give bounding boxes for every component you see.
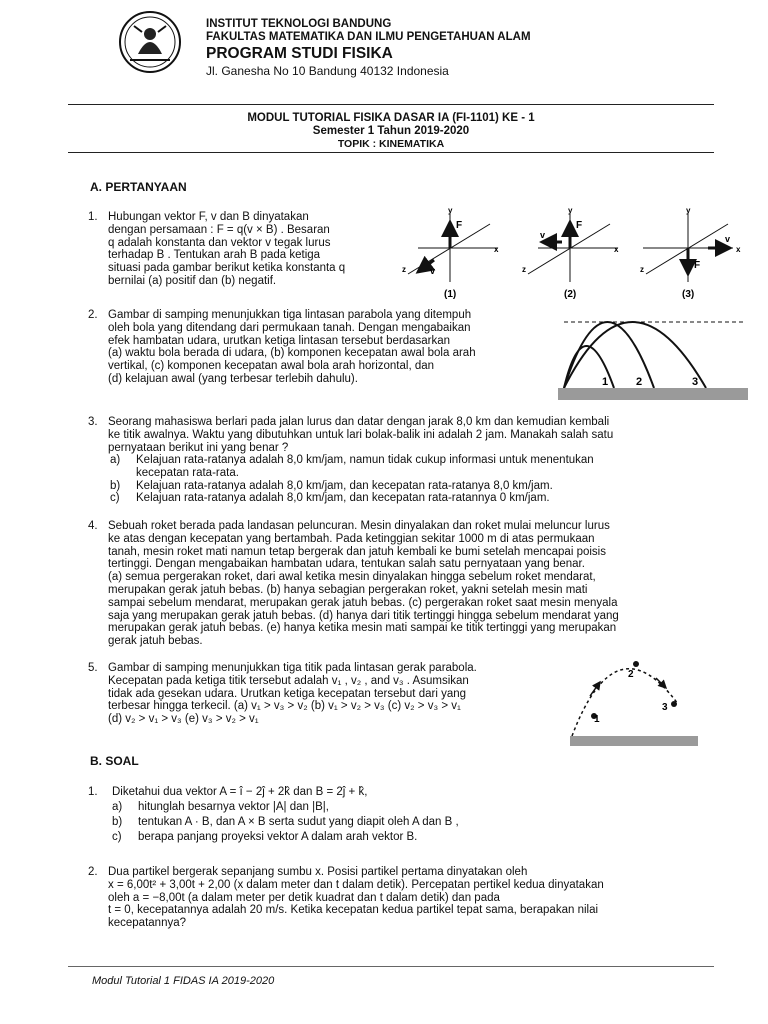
q5-line: (d) v₂ > v₁ > v₃ (e) v₃ > v₂ > v₁ bbox=[108, 713, 259, 726]
vector-f-label: F bbox=[694, 260, 701, 271]
institution-name: INSTITUT TEKNOLOGI BANDUNG bbox=[206, 18, 392, 30]
q3-line: ke titik awalnya. Waktu yang dibutuhkan untuk lari bolak-balik ini adalah 2 jam. Manakah salah satu bbox=[108, 428, 614, 441]
q1-number: 1. bbox=[88, 211, 98, 223]
item-text: hitunglah besarnya vektor |A| dan |B|, bbox=[138, 801, 329, 813]
q4-line: gerak jatuh bebas. bbox=[108, 635, 203, 648]
q4-number: 4. bbox=[88, 520, 98, 532]
q5-text bbox=[108, 662, 560, 726]
s1-item-b bbox=[112, 815, 712, 830]
option-text: Kelajuan rata-ratanya adalah 8,0 km/jam, namun tidak cukup informasi untuk menentukan bbox=[136, 454, 594, 466]
figure-panel-3 bbox=[640, 206, 741, 300]
q5-figure bbox=[566, 656, 702, 748]
axis-x-label: x bbox=[494, 245, 499, 254]
q3-line: Seorang mahasiswa berlari pada jalan lurus dan datar dengan jarak 8,0 km dan kemudian kembali bbox=[108, 416, 610, 428]
q5-line: Kecepatan pada ketiga titik tersebut adalah v₁ , v₂ , and v₃ . Asumsikan bbox=[108, 674, 469, 687]
item-text: tentukan A · B, dan A × B serta sudut yang diapit oleh A dan B , bbox=[138, 816, 459, 828]
item-text: berapa panjang proyeksi vektor A dalam arah vektor B. bbox=[138, 831, 418, 843]
s2-number: 2. bbox=[88, 866, 98, 878]
q5-line: terbesar hingga terkecil. (a) v₁ > v₃ > v₂ (b) v₁ > v₂ > v₃ (c) v₂ > v₃ > v₁ bbox=[108, 700, 461, 713]
axis-y-label: y bbox=[568, 206, 573, 215]
s1-number: 1. bbox=[88, 786, 98, 798]
q2-line: (a) waktu bola berada di udara, (b) komponen kecepatan awal bola arah bbox=[108, 347, 476, 360]
q4-line: saja yang merupakan gerak jatuh bebas. (d) hanya dari titik tertinggi hingga sebelum mendarat yang bbox=[108, 609, 619, 622]
q1-line: terhadap B . Tentukan arah B pada ketiga bbox=[108, 249, 321, 262]
panel-label-3: (3) bbox=[682, 289, 695, 300]
q2-figure bbox=[558, 310, 750, 402]
vector-f-label: F bbox=[456, 220, 463, 231]
q4-line: ke atas dengan kecepatan yang bertambah. Pada ketinggian sekitar 1000 m di atas permukaan bbox=[108, 532, 595, 545]
q5-line: tidak ada gesekan udara. Urutkan ketiga kecepatan tersebut dari yang bbox=[108, 687, 467, 700]
axis-y-label: y bbox=[686, 206, 691, 215]
q1-line: situasi pada gambar berikut ketika konstanta q bbox=[108, 262, 346, 275]
axis-z-label: z bbox=[522, 265, 526, 274]
s2-line: oleh a = −8,00t (a dalam meter per detik kuadrat dan t dalam detik) dan pada bbox=[108, 891, 500, 904]
s2-line: Dua partikel bergerak sepanjang sumbu x. Posisi partikel pertama dinyatakan oleh bbox=[108, 866, 528, 878]
footer-rule bbox=[68, 966, 714, 967]
option-label: b) bbox=[110, 479, 121, 492]
faculty-name: FAKULTAS MATEMATIKA DAN ILMU PENGETAHUAN ALAM bbox=[206, 31, 531, 43]
q4-line: Sebuah roket berada pada landasan peluncuran. Mesin dinyalakan dan roket mulai meluncur lurus bbox=[108, 520, 610, 532]
top-rule bbox=[68, 104, 714, 105]
q1-line: Hubungan vektor F, v dan B dinyatakan bbox=[108, 211, 309, 223]
vector-f-label: F bbox=[576, 220, 583, 231]
point-label-3: 3 bbox=[662, 702, 668, 713]
option-label: c) bbox=[110, 492, 120, 505]
axis-y-label: y bbox=[448, 206, 453, 215]
q4-line: merupakan gerak jatuh bebas. (e) hanya ketika mesin mati sampai ke titik tertinggi yang merupakan bbox=[108, 622, 617, 635]
s1-item-c bbox=[112, 830, 712, 845]
q4-text bbox=[108, 520, 712, 648]
axis-z-label: z bbox=[640, 265, 644, 274]
module-topic: TOPIK : KINEMATIKA bbox=[337, 138, 445, 150]
q3-number: 3. bbox=[88, 416, 98, 428]
section-b-heading: B. SOAL bbox=[90, 754, 139, 768]
section-a-heading: A. PERTANYAAN bbox=[90, 180, 187, 194]
q1-text bbox=[108, 211, 392, 288]
q4-line: tanah, mesin roket mati namun tetap bergerak dan jatuh kembali ke bumi setelah mencapai poisis bbox=[108, 545, 606, 558]
s2-line: t = 0, kecepatannya adalah 20 m/s. Ketika kecepatan kedua partikel tepat sama, berapakan nilai bbox=[108, 904, 599, 917]
q3-text bbox=[108, 416, 712, 454]
module-semester: Semester 1 Tahun 2019-2020 bbox=[312, 125, 470, 137]
axis-x-label: x bbox=[614, 245, 619, 254]
q4-line: merupakan gerak jatuh bebas. (b) hanya sebagian pergerakan roket, yakni setelah mesin mati bbox=[108, 583, 588, 596]
option-b bbox=[110, 480, 712, 493]
q2-line: vertikal, (c) komponen kecepatan awal bola arah horizontal, dan bbox=[108, 360, 435, 373]
option-text: kecepatan rata-rata. bbox=[136, 466, 239, 479]
figure-panel-1 bbox=[402, 206, 499, 300]
point-label-1: 1 bbox=[594, 714, 600, 725]
module-title: MODUL TUTORIAL FISIKA DASAR IA (FI-1101) KE - 1 bbox=[247, 112, 535, 124]
trajectory-label-3: 3 bbox=[692, 376, 699, 388]
s1-items bbox=[112, 800, 712, 845]
q4-line: sampai sebelum mendarat, merupakan gerak jatuh bebas. (c) pergerakan roket saat mesin menyala bbox=[108, 596, 618, 609]
q2-line: (d) kelajuan awal (yang terbesar terlebih dahulu). bbox=[108, 372, 358, 385]
q1-line: dengan persamaan : F = q(v × B) . Besaran bbox=[108, 223, 330, 236]
s1-intro: Diketahui dua vektor A = î − 2ĵ + 2k̂ dan B = 2ĵ + k̂, bbox=[112, 786, 368, 798]
q1-line: q adalah konstanta dan vektor v tegak lurus bbox=[108, 236, 331, 249]
item-label: a) bbox=[112, 801, 123, 813]
option-text: Kelajuan rata-ratanya adalah 8,0 km/jam, dan kecepatan rata-ratanya 8,0 km/jam. bbox=[136, 479, 553, 492]
trajectory-label-1: 1 bbox=[602, 376, 609, 388]
q3-options bbox=[110, 454, 712, 505]
option-text: Kelajuan rata-ratanya adalah 8,0 km/jam, dan kecepatan rata-ratannya 0 km/jam. bbox=[136, 492, 550, 505]
q5-line: Gambar di samping menunjukkan tiga titik pada lintasan gerak parabola. bbox=[108, 662, 477, 674]
item-label: c) bbox=[112, 831, 122, 843]
figure-panel-2 bbox=[522, 206, 619, 300]
option-c bbox=[110, 492, 712, 505]
option-a bbox=[110, 454, 712, 480]
axis-x-label: x bbox=[736, 245, 741, 254]
q2-line: oleh bola yang ditendang dari permukaan tanah. Dengan mengabaikan bbox=[108, 321, 471, 334]
footer-text: Modul Tutorial 1 FIDAS IA 2019-2020 bbox=[92, 975, 275, 987]
q4-line: (a) semua pergerakan roket, dari awal ketika mesin dinyalakan hingga sebelum roket mendarat, bbox=[108, 571, 596, 584]
option-label: a) bbox=[110, 454, 121, 466]
item-label: b) bbox=[112, 816, 123, 828]
q1-figure bbox=[398, 204, 748, 302]
q2-line: Gambar di samping menunjukkan tiga lintasan parabola yang ditempuh bbox=[108, 309, 472, 321]
q2-number: 2. bbox=[88, 309, 98, 321]
s2-line: x = 6,00t² + 3,00t + 2,00 (x dalam meter dan t dalam detik). Percepatan pertikel kedua dinyatakan bbox=[108, 878, 604, 891]
q2-text bbox=[108, 309, 548, 386]
vector-v-label: v bbox=[725, 234, 731, 244]
address: Jl. Ganesha No 10 Bandung 40132 Indonesia bbox=[206, 64, 449, 78]
q5-number: 5. bbox=[88, 662, 98, 674]
q3-line: pernyataan berikut ini yang benar ? bbox=[108, 441, 289, 454]
vector-v-label: v bbox=[540, 230, 546, 240]
panel-label-1: (1) bbox=[444, 289, 457, 300]
trajectory-label-2: 2 bbox=[636, 376, 643, 388]
axis-z-label: z bbox=[402, 265, 406, 274]
s2-text bbox=[108, 866, 712, 930]
program-name: PROGRAM STUDI FISIKA bbox=[206, 45, 393, 62]
panel-label-2: (2) bbox=[564, 289, 577, 300]
s1-item-a bbox=[112, 800, 712, 815]
q4-line: tertinggi. Dengan mengabaikan hambatan udara, tentukan salah satu pernyataan yang benar. bbox=[108, 558, 585, 571]
q2-line: efek hambatan udara, urutkan ketiga lintasan tersebut berdasarkan bbox=[108, 334, 451, 347]
vector-v-label: v bbox=[430, 266, 436, 276]
s2-line: kecepatannya? bbox=[108, 917, 187, 930]
point-label-2: 2 bbox=[628, 669, 634, 680]
bottom-rule bbox=[68, 152, 714, 153]
itb-logo bbox=[104, 10, 196, 74]
q1-line: bernilai (a) positif dan (b) negatif. bbox=[108, 274, 277, 287]
